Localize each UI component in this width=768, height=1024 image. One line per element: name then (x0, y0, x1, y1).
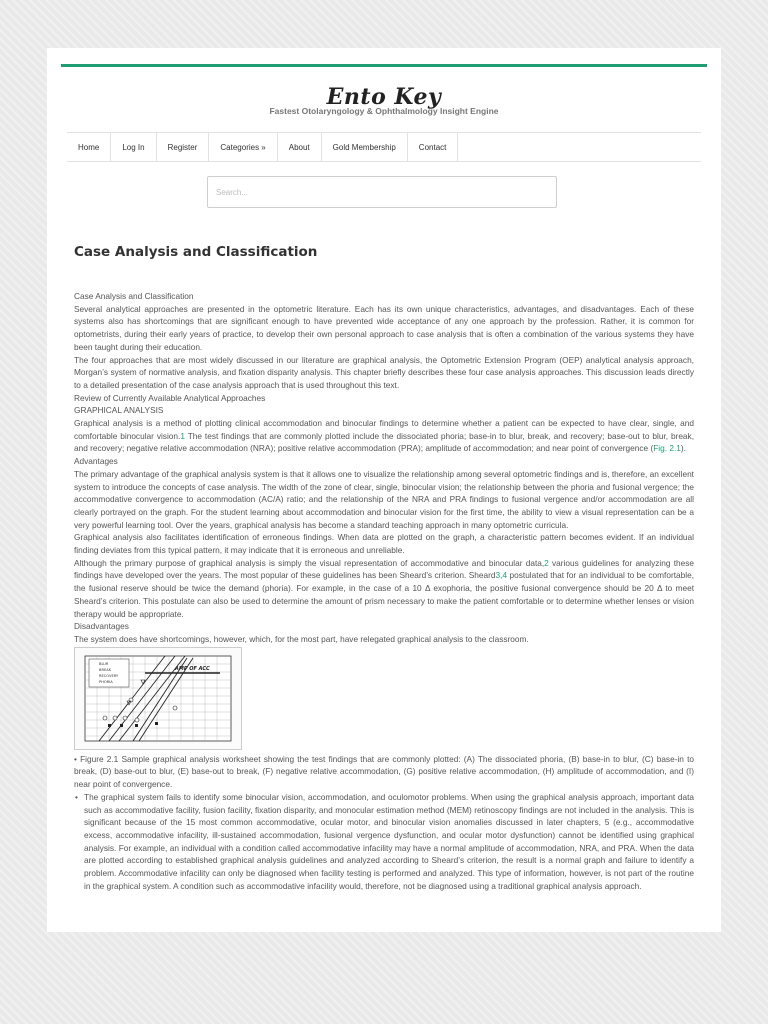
paragraph: Graphical analysis is a method of plotting clinical accommodation and binocular findings to determine whether a patient can be expected to have clear, single, and comfortable binocular vision.1 The test findings that are commonly plotted include the dissociated phoria; base-in to blur, break, and recovery; base-out to blur, break, and recovery; negative relative accommodation (NRA); positive relative accommodation (PRA); amplitude of accommodation; and near point of convergence (Fig. 2.1). (74, 418, 694, 454)
paragraph: The system does have shortcomings, however, which, for the most part, have relegated graphical analysis to the classroom. (74, 633, 529, 644)
nav-login[interactable]: Log In (111, 133, 156, 161)
legend-blur: BLUR (99, 661, 109, 666)
section-heading: GRAPHICAL ANALYSIS (74, 405, 164, 416)
figure-graph-image[interactable] (74, 647, 242, 750)
nav-gold-membership[interactable]: Gold Membership (322, 133, 408, 161)
nav-categories[interactable]: Categories » (209, 133, 277, 161)
paragraph: Graphical analysis also facilitates identification of erroneous findings. When data are plotted on the graph, a characteristic pattern becomes evident. If an individual finding deviates from this typical pattern, it may indicate that it is erroneous and unreliable. (74, 532, 694, 556)
figure-caption: • Figure 2.1 Sample graphical analysis worksheet showing the test findings that are commonly plotted: (A) The dissociated phoria, (B) base-in to blur, (C) base-in to break, (D) base-out to blur, (E) base-out to break, (F) negative relative accommodation, (G) positive relative accommodation, (H) amplitude of accommodation, and (I) near point of convergence. (74, 753, 694, 791)
article-body (74, 290, 694, 892)
site-tagline: Fastest Otolaryngology & Ophthalmology Insight Engine (269, 106, 499, 116)
accent-bar (61, 64, 707, 67)
section-heading: Disadvantages (74, 621, 129, 632)
shortcomings-list (74, 791, 694, 893)
page-title: Case Analysis and Classification (74, 244, 318, 260)
reference-link[interactable]: 1 (180, 430, 185, 441)
reference-link[interactable]: 2 (544, 557, 549, 568)
section-heading: Case Analysis and Classification (74, 291, 194, 301)
legend-recovery: RECOVERY (99, 673, 119, 678)
figure-link[interactable]: Fig. 2.1 (653, 443, 681, 454)
graph-worksheet (75, 648, 241, 749)
page-container (47, 48, 721, 932)
reference-link[interactable]: 3,4 (495, 570, 508, 581)
nav-register[interactable]: Register (157, 133, 210, 161)
paragraph: Several analytical approaches are presented in the optometric literature. Each has its own unique characteristics, advantages, and disadvantages. Each of these systems also has shortcomings that are significant enough to have prevented wide acceptance of any one approach by the profession. Rather, it is common for optometrists, during their early years of practice, to develop their own personal approach to case analysis that is often a combination of the various systems they have been taught during their education. (74, 303, 694, 352)
main-nav (67, 132, 701, 162)
legend-break: BREAK (99, 667, 112, 672)
nav-about[interactable]: About (278, 133, 322, 161)
paragraph: The primary advantage of the graphical analysis system is that it allows one to visualize the relationship among several optometric findings and is, therefore, an excellent system to introduce the concepts of case analysis. The width of the zone of clear, single, binocular vision; the relationship between the phoria and fusional vergence; the accommodative convergence to accommodation (AC/A) ratio; and the relationship of the NRA and PRA findings to fusional vergence and/or accommodation are all clearly portrayed on the graph. For the student learning about accommodation and binocular vision for the first time, the ability to view a visual representation can be a very powerful learning tool. Over the years, graphical analysis has become a standard teaching approach in many optometric curricula. (74, 468, 694, 530)
paragraph: Although the primary purpose of graphical analysis is simply the visual representation of accommodative and binocular data,2 various guidelines for analyzing these findings have developed over the years. The most popular of these guidelines has been Sheard’s criterion. Sheard3,4 postulated that for an individual to be comfortable, the fusional reserve should be twice the demand (phoria). For example, in the case of a 10 Δ exophoria, the positive fusional convergence should be 20 Δ to meet Sheard’s criterion. This postulate can also be used to determine the amount of prism necessary to make the patient comfortable or to determine whether lenses or vision therapy would be appropriate. (74, 557, 695, 619)
graph-heading: AMP OF ACC (175, 665, 210, 672)
paragraph: The four approaches that are most widely discussed in our literature are graphical analysis, the Optometric Extension Program (OEP) analytical analysis approach, Morgan’s system of normative analysis, and fixation disparity analysis. This chapter briefly describes these four case analysis approaches. This discussion leads directly to a detailed presentation of the case analysis approach that is used throughout this text. (74, 354, 694, 390)
section-heading: Advantages (74, 456, 118, 467)
section-heading: Review of Currently Available Analytical Approaches (74, 392, 266, 403)
nav-contact[interactable]: Contact (408, 133, 459, 161)
list-item: • The graphical system fails to identify some binocular vision, accommodation, and oculomotor problems. When using the graphical analysis approach, important data such as accommodative facility, fusion facility, fixation disparity, and monocular estimation method (MEM) retinoscopy findings are not included in the analysis. This is significant because of the 15 most common accommodative, ocular motor, and binocular vision anomalies discussed in later chapters, 5 (e.g., accommodative excess, accommodative infacility, ill-sustained accommodation, fusional vergence dysfunction, and ocular motor dysfunction) cannot be identified using graphical analysis. For example, an individual with a condition called accommodative infacility may have a normal amplitude of accommodation, NRA, and PRA. When the data are plotted according to established graphical analysis guidelines and analyzed according to Sheard’s criterion, the result is a normal graph and failure to identify a problem. Accommodative infacility can only be diagnosed when facility testing is performed and analyzed. This type of information, however, is not part of the routine in the graphical system. A condition such as accommodative infacility would, therefore, not be diagnosed using a traditional graphical analysis approach. (74, 791, 694, 893)
nav-home[interactable]: Home (67, 133, 111, 161)
search-input[interactable] (207, 176, 557, 208)
legend-phoria: PHORIA (99, 679, 113, 684)
site-logo[interactable]: Ento Key (326, 84, 442, 110)
